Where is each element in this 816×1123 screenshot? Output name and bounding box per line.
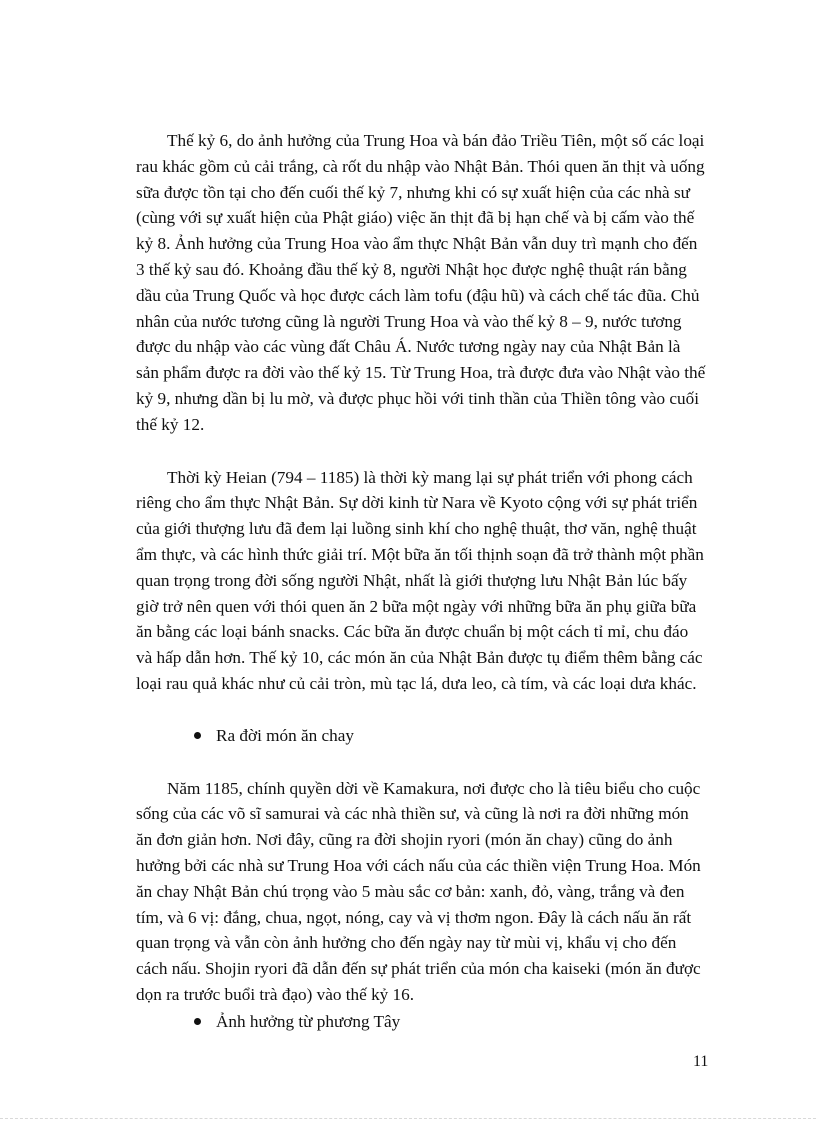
paragraph-heian-period: Thời kỳ Heian (794 – 1185) là thời kỳ mang lại sự phát triển với phong cách riêng cho ẩm thực Nhật Bản. Sự dời kinh từ Nara về Kyoto cộng với sự phát triển của giới thượng lưu đã đem lại luồng sinh khí cho nghệ thuật, thơ văn, nghệ thuật ẩm thực, và các hình thức giải trí. Một bữa ăn tối thịnh soạn đã trở thành một phần quan trọng trong đời sống người Nhật, nhất là giới thượng lưu Nhật Bản lúc bấy giờ trở nên quen với thói quen ăn 2 bữa một ngày với những bữa ăn phụ giữa bữa ăn bằng các loại bánh snacks. Các bữa ăn được chuẩn bị một cách tỉ mỉ, chu đáo và hấp dẫn hơn. Thế kỷ 10, các món ăn của Nhật Bản được tụ điểm thêm bằng các loại rau quả khác như củ cải tròn, mù tạc lá, dưa leo, cà tím, và các loại dưa khác. (136, 467, 704, 693)
bullet-dot-icon (194, 732, 201, 739)
page-bottom-divider (0, 1118, 816, 1119)
page-body (136, 128, 706, 1035)
bullet-dot-icon (194, 1018, 201, 1025)
bullet-western-influence (136, 1009, 706, 1035)
bullet-western-influence-text: Ảnh hưởng từ phương Tây (216, 1011, 401, 1031)
bullet-vegetarian-origin (136, 723, 706, 749)
paragraph-kamakura-period: Năm 1185, chính quyền dời về Kamakura, nơi được cho là tiêu biểu cho cuộc sống của các võ sĩ samurai và các nhà thiền sư, và cũng là nơi ra đời những món ăn đơn giản hơn. Nơi đây, cũng ra đời shojin ryori (món ăn chay) cũng do ảnh hưởng bởi các nhà sư Trung Hoa với cách nấu của các thiền viện Trung Hoa. Món ăn chay Nhật Bản chú trọng vào 5 màu sắc cơ bản: xanh, đỏ, vàng, trắng và đen tím, và 6 vị: đắng, chua, ngọt, nóng, cay và vị thơm ngon. Đây là cách nấu ăn rất quan trọng và vẫn còn ảnh hưởng cho đến ngày nay từ mùi vị, khẩu vị cho đến cách nấu. Shojin ryori đã dẫn đến sự phát triển của món cha kaiseki (món ăn được dọn ra trước buổi trà đạo) vào thế kỷ 16. (136, 778, 701, 1004)
page-number: 11 (693, 1053, 709, 1070)
paragraph-early-influence: Thế kỷ 6, do ảnh hưởng của Trung Hoa và bán đảo Triều Tiên, một số các loại rau khác gồm củ cải trắng, cà rốt du nhập vào Nhật Bản. Thói quen ăn thịt và uống sữa được tồn tại cho đến cuối thế kỷ 7, nhưng khi có sự xuất hiện của các nhà sư (cùng với sự xuất hiện của Phật giáo) việc ăn thịt đã bị hạn chế và bị cấm vào thế kỷ 8. Ảnh hưởng của Trung Hoa vào ẩm thực Nhật Bản vẫn duy trì mạnh cho đến 3 thế kỷ sau đó. Khoảng đầu thế kỷ 8, người Nhật học được nghệ thuật rán bằng dầu của Trung Quốc và học được cách làm tofu (đậu hũ) và cách chế tác đũa. Chủ nhân của nước tương cũng là người Trung Hoa và vào thế kỷ 8 – 9, nước tương được du nhập vào các vùng đất Châu Á. Nước tương ngày nay của Nhật Bản là sản phẩm được ra đời vào thế kỷ 15. Từ Trung Hoa, trà được đưa vào Nhật vào thế kỷ 9, nhưng dần bị lu mờ, và được phục hồi với tinh thần của Thiền tông vào cuối thế kỷ 12. (136, 131, 706, 434)
bullet-vegetarian-origin-text: Ra đời món ăn chay (216, 725, 354, 745)
